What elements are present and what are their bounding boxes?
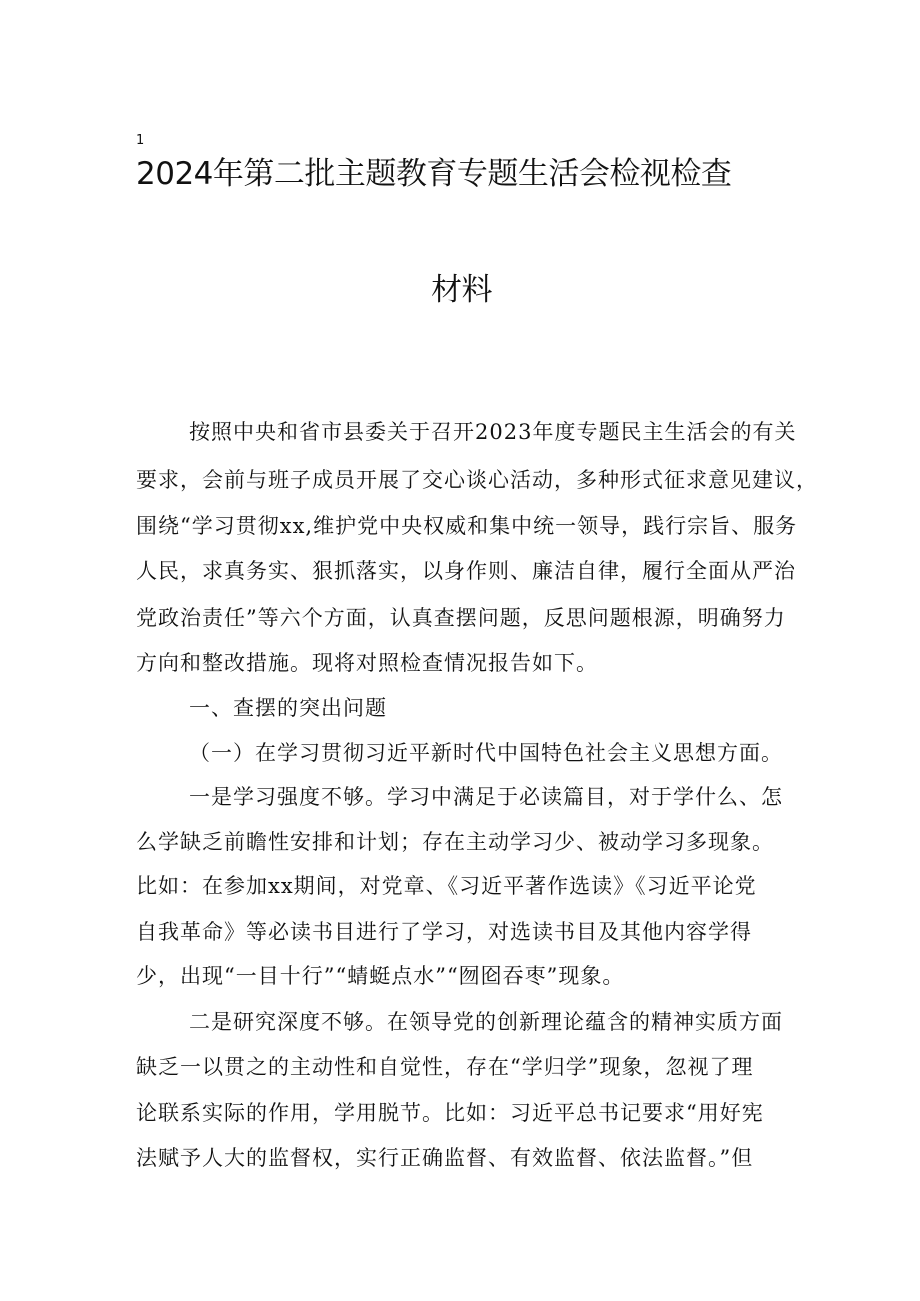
body-paragraph-line: 缺乏一以贯之的主动性和自觉性，存在“学归学”现象，忽视了理 bbox=[136, 1055, 754, 1079]
body-paragraph-line: 方向和整改措施。现将对照检查情况报告如下。 bbox=[136, 651, 598, 675]
subsection-heading: （一）在学习贯彻习近平新时代中国特色社会主义思想方面。 bbox=[189, 741, 783, 765]
body-paragraph-line: 二是研究深度不够。在领导党的创新理论蕴含的精神实质方面 bbox=[189, 1010, 783, 1034]
section-heading: 一、查摆的突出问题 bbox=[189, 696, 387, 720]
body-paragraph-line: 论联系实际的作用，学用脱节。比如：习近平总书记要求“用好宪 bbox=[136, 1101, 764, 1125]
body-paragraph-line: 法赋予人大的监督权，实行正确监督、有效监督、依法监督。”但 bbox=[136, 1146, 754, 1170]
body-paragraph-line: 少，出现“一目十行”“蜻蜓点水”“囫囵吞枣”现象。 bbox=[136, 964, 625, 988]
document-title-line-2: 材料 bbox=[431, 272, 492, 308]
body-paragraph-line: 么学缺乏前瞻性安排和计划；存在主动学习少、被动学习多现象。 bbox=[136, 830, 774, 854]
body-paragraph-line: 要求，会前与班子成员开展了交心谈心活动，多种形式征求意见建议， bbox=[136, 468, 818, 492]
body-paragraph-line: 党政治责任”等六个方面，认真查摆问题，反思问题根源，明确努力 bbox=[136, 606, 786, 630]
body-paragraph-line: 按照中央和省市县委关于召开2023年度专题民主生活会的有关 bbox=[189, 420, 797, 444]
body-paragraph-line: 人民，求真务实、狠抓落实，以身作则、廉洁自律，履行全面从严治 bbox=[136, 559, 796, 583]
document-title-line-1: 2024年第二批主题教育专题生活会检视检查 bbox=[136, 156, 732, 192]
body-paragraph-line: 一是学习强度不够。学习中满足于必读篇目，对于学什么、怎 bbox=[189, 785, 783, 809]
body-paragraph-line: 自我革命》等必读书目进行了学习，对选读书目及其他内容学得 bbox=[136, 920, 752, 944]
body-paragraph-line: 比如：在参加xx期间，对党章、《习近平著作选读》《习近平论党 bbox=[136, 874, 757, 898]
page-number: 1 bbox=[136, 133, 145, 148]
body-paragraph-line: 围绕“学习贯彻xx,维护党中央权威和集中统一领导，践行宗旨、服务 bbox=[136, 514, 798, 538]
